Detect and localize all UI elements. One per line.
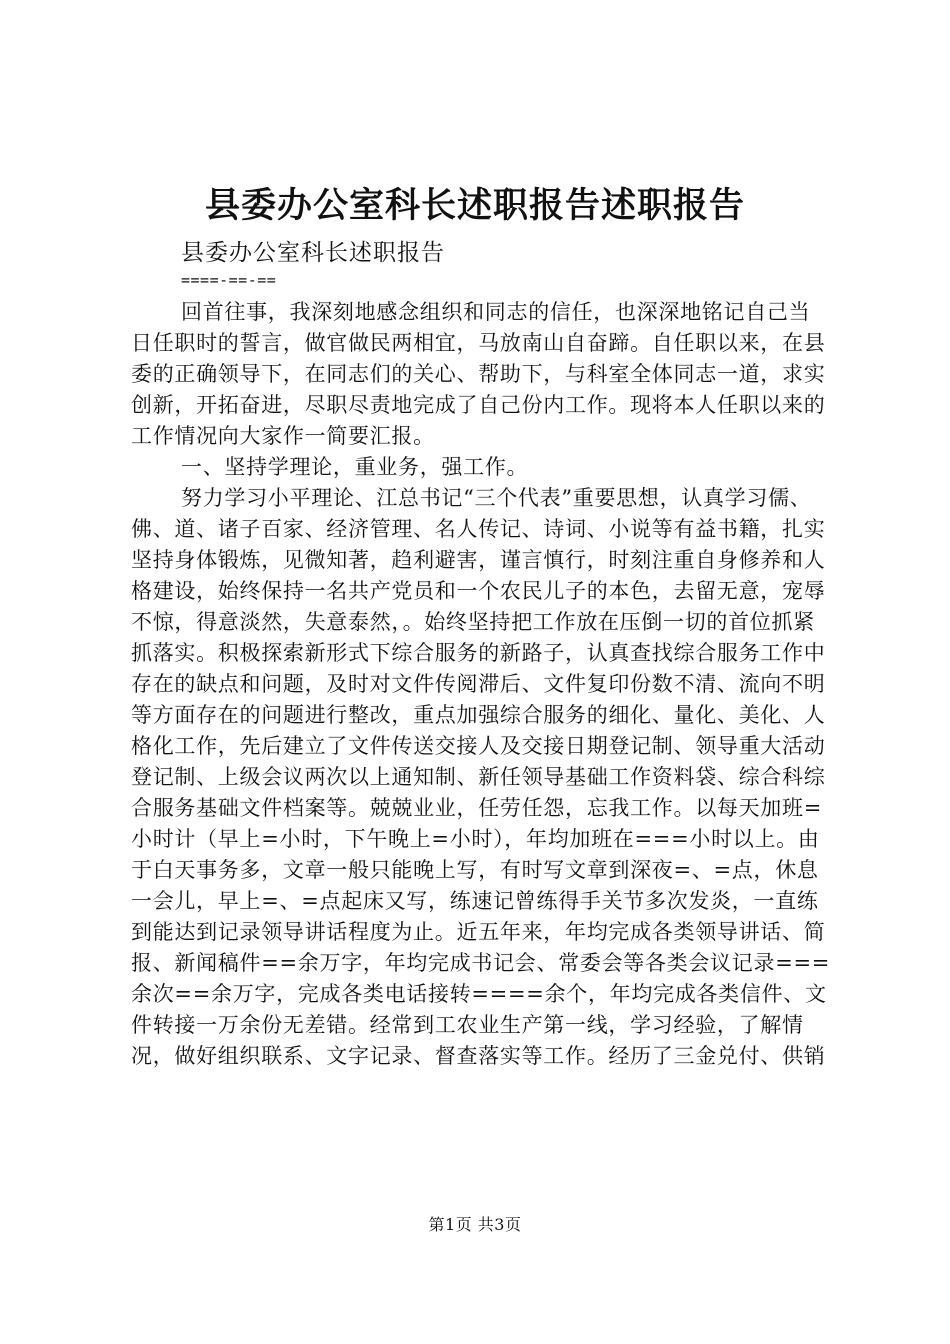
paragraph-intro: 回首往事，我深刻地感念组织和同志的信任，也深深地铭记自己当日任职时的誓言，做官做民两相宜，马放南山自奋蹄。自任职以来，在县委的正确领导下，在同志们的关心、帮助下，与科室全体同志一道，求实创新，开拓奋进，尽职尽责地完成了自己份内工作。现将本人任职以来的工作情况向大家作一简要汇报。 [131,300,826,448]
paragraph-work: 努力学习小平理论、江总书记“三个代表”重要思想，认真学习儒、佛、道、诸子百家、经济管理、名人传记、诗词、小说等有益书籍，扎实坚持身体锻炼，见微知著，趋利避害，谨言慎行，时刻注重自身修养和人格建设，始终保持一名共产党员和一个农民儿子的本色，去留无意，宠辱不惊，得意淡然，失意泰然，。始终坚持把工作放在压倒一切的首位抓紧抓落实。积极探索新形式下综合服务的新路子，认真查找综合服务工作中存在的缺点和问题，及时对文件传阅滞后、文件复印份数不清、流向不明等方面存在的问题进行整改，重点加强综合服务的细化、量化、美化、人格化工作，先后建立了文件传送交接人及交接日期登记制、领导重大活动登记制、上级会议两次以上通知制、新任领导基础工作资料袋、综合科综合服务基础文件档案等。兢兢业业，任劳任怨，忘我工作。以每天加班=小时计（早上=小时，下午晚上=小时），年均加班在===小时以上。由于白天事务多，文章一般只能晚上写，有时写文章到深夜=、=点，休息一会儿，早上=、=点起床又写，练速记曾练得手关节多次发炎，一直练到能达到记录领导讲话程度为止。近五年来，年均完成各类领导讲话、简报、新闻稿件==余万字，年均完成书记会、常委会等各类会议记录===余次==余万字，完成各类电话接转====余个，年均完成各类信件、文件转接一万余份无差错。经常到工农业生产第一线，学习经验，了解情况，做好组织联系、文字记录、督查落实等工作。经历了三金兑付、供销 [131,486,831,1068]
document-subtitle: 县委办公室科长述职报告 [181,240,445,266]
section-heading: 一、坚持学理论，重业务，强工作。 [181,455,529,479]
separator-line: ====-==-== [181,271,277,289]
page-footer: 第1页 共3页 [428,1215,522,1234]
document-title: 县委办公室科长述职报告述职报告 [204,185,745,226]
document-body [131,237,831,1072]
